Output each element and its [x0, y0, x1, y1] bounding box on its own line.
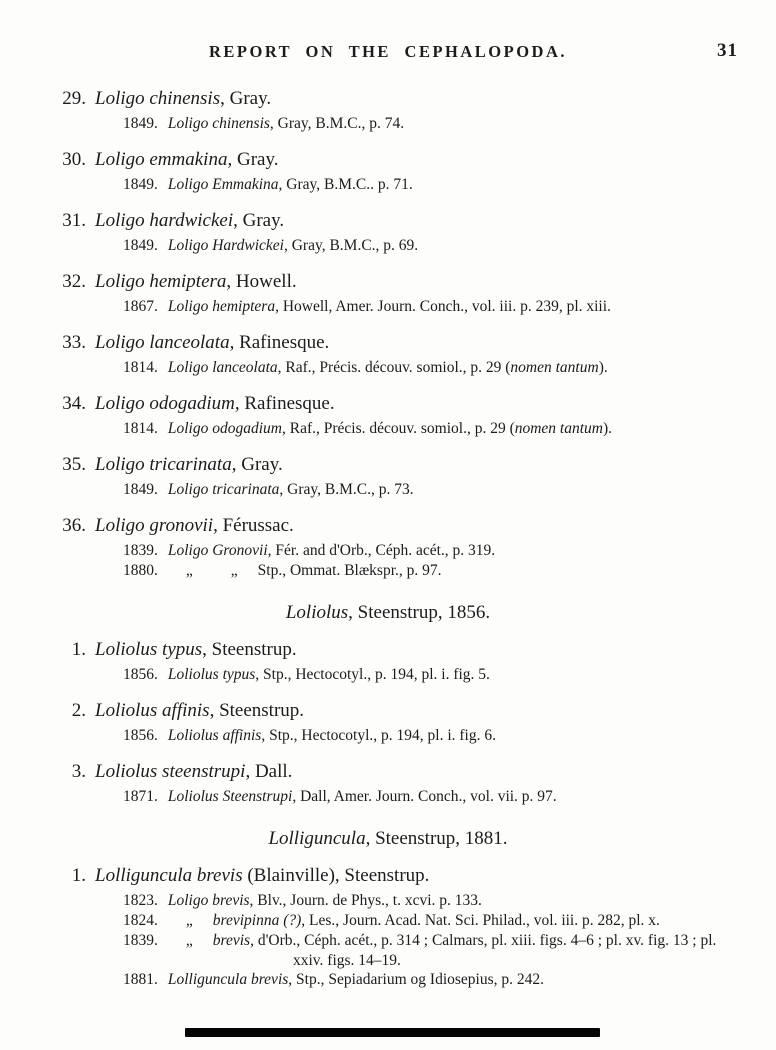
entry-number: 34. [62, 393, 86, 414]
species-entry [0, 637, 776, 685]
citation-year: 1814. [123, 359, 158, 376]
species-entry [0, 452, 776, 500]
citation-line [0, 665, 776, 685]
species-name: Loligo gronovii [95, 515, 214, 536]
species-entry-heading [0, 637, 776, 662]
entry-number: 1. [71, 639, 86, 660]
citation-text: , d'Orb., Céph. acét., p. 314 ; Calmars, pl. xiii. figs. 4–6 ; pl. xv. fig. 13 ; pl. [250, 932, 717, 949]
citation-text: , Les., Journ. Acad. Nat. Sci. Philad., vol. iii. p. 282, pl. x. [301, 912, 660, 929]
citation-text: Loligo Hardwickei [167, 237, 284, 254]
citation-year: 1871. [123, 788, 158, 805]
genus-name: Loliolus [285, 602, 349, 623]
species-entry-heading [0, 391, 776, 416]
species-entry [0, 147, 776, 195]
genus-heading [0, 826, 776, 851]
citation-text: Loligo Gronovii [167, 542, 268, 559]
species-entry [0, 698, 776, 746]
species-author: , Gray. [220, 88, 272, 109]
citation-text: Loliolus typus [167, 666, 256, 683]
citation-text: nomen tantum [514, 420, 603, 437]
citation-text: , Gray, B.M.C.. p. 71. [278, 176, 413, 193]
species-author: (Blainville), Steenstrup. [242, 865, 430, 886]
scan-artifact-bar [185, 1028, 600, 1037]
species-author: , Gray. [231, 454, 283, 475]
species-author: , Steenstrup. [202, 639, 297, 660]
species-name: Lolliguncula brevis [95, 865, 243, 886]
citation-text: Loligo odogadium [167, 420, 282, 437]
citation-year: 1839. [123, 932, 158, 949]
citation-text: , Dall, Amer. Journ. Conch., vol. vii. p. 97. [292, 788, 557, 805]
entry-number: 2. [71, 700, 86, 721]
citation-text: Loligo brevis [167, 892, 250, 909]
species-author: , Steenstrup. [209, 700, 305, 721]
entry-number: 31. [62, 210, 86, 231]
species-author: , Gray. [233, 210, 285, 231]
citation-line [0, 419, 776, 439]
species-entry-heading [0, 452, 776, 477]
citation-year: 1881. [123, 971, 158, 988]
citation-line [0, 236, 776, 256]
entry-number: 29. [62, 88, 86, 109]
entry-number: 33. [62, 332, 86, 353]
ditto-mark: „ [185, 912, 193, 929]
citation-text: ). [603, 420, 613, 437]
species-name: Loliolus affinis [95, 700, 210, 721]
citation-text: Loligo chinensis [167, 115, 270, 132]
citation-year: 1867. [123, 298, 158, 315]
citation-text: , Stp., Hectocotyl., p. 194, pl. i. fig. 5. [255, 666, 490, 683]
citation-text: , Stp., Sepiadarium og Idiosepius, p. 242. [288, 971, 545, 988]
species-name: Loligo lanceolata [95, 332, 230, 353]
species-author: , Howell. [226, 271, 297, 292]
citation-line [0, 561, 776, 581]
species-entry-heading [0, 86, 776, 111]
citation-line [0, 911, 776, 931]
species-name: Loligo hemiptera [95, 271, 227, 292]
ditto-mark: „ [185, 932, 193, 949]
species-name: Loliolus steenstrupi [95, 761, 246, 782]
citation-text: Loligo tricarinata [167, 481, 280, 498]
species-name: Loliolus typus [95, 639, 203, 660]
citation-line [0, 541, 776, 561]
species-author: , Rafinesque. [229, 332, 330, 353]
citation-text: Loligo hemiptera [167, 298, 276, 315]
species-entry-heading [0, 147, 776, 172]
entry-number: 32. [62, 271, 86, 292]
citation-line [0, 787, 776, 807]
species-entry [0, 513, 776, 581]
species-entry [0, 86, 776, 134]
citation-text: Loligo Emmakina [167, 176, 279, 193]
citation-line [0, 297, 776, 317]
species-entry [0, 863, 776, 990]
citation-text: ). [598, 359, 608, 376]
citation-text: Loligo lanceolata [167, 359, 278, 376]
entry-number: 35. [62, 454, 86, 475]
citation-text: nomen tantum [510, 359, 599, 376]
entry-number: 36. [62, 515, 86, 536]
citation-year: 1856. [123, 666, 158, 683]
species-name: Loligo hardwickei [95, 210, 234, 231]
genus-name: Lolliguncula [268, 828, 366, 849]
citation-text: Loliolus Steenstrupi [167, 788, 293, 805]
species-entry-heading [0, 208, 776, 233]
species-author: , Rafinesque. [234, 393, 335, 414]
citation-line [0, 358, 776, 378]
citation-line [0, 726, 776, 746]
citation-year: 1839. [123, 542, 158, 559]
citation-year: 1824. [123, 912, 158, 929]
species-entry-heading [0, 513, 776, 538]
citation-line [0, 114, 776, 134]
ditto-mark: „ [230, 562, 238, 579]
citation-text: brevipinna (?) [212, 912, 302, 929]
species-list [0, 86, 776, 990]
citation-line [0, 175, 776, 195]
species-name: Loligo emmakina [95, 149, 228, 170]
species-entry-heading [0, 269, 776, 294]
citation-year: 1849. [123, 115, 158, 132]
running-head-title: REPORT ON THE CEPHALOPODA. [208, 42, 567, 61]
species-author: , Gray. [227, 149, 279, 170]
citation-year: 1823. [123, 892, 158, 909]
species-entry [0, 759, 776, 807]
entry-number: 30. [62, 149, 86, 170]
citation-text: Stp., Ommat. Blækspr., p. 97. [257, 562, 442, 579]
species-entry [0, 208, 776, 256]
species-entry [0, 269, 776, 317]
species-entry-heading [0, 698, 776, 723]
citation-line [0, 480, 776, 500]
citation-year: 1880. [123, 562, 158, 579]
citation-text: , Howell, Amer. Journ. Conch., vol. iii. p. 239, pl. xiii. [275, 298, 611, 315]
citation-text: , Gray, B.M.C., p. 73. [279, 481, 414, 498]
species-entry [0, 391, 776, 439]
species-section [0, 826, 776, 990]
species-author: , Férussac. [213, 515, 294, 536]
citation-continuation: xxiv. figs. 14–19. [293, 952, 401, 969]
citation-text: , Raf., Précis. découv. somiol., p. 29 ( [281, 420, 515, 437]
species-name: Loligo chinensis [95, 88, 221, 109]
species-name: Loligo tricarinata [95, 454, 232, 475]
citation-text: brevis [212, 932, 251, 949]
citation-year: 1856. [123, 727, 158, 744]
species-section [0, 600, 776, 807]
genus-heading-rest: , Steenstrup, 1856. [348, 602, 491, 623]
citation-text: Loliolus affinis [167, 727, 262, 744]
species-section [0, 86, 776, 581]
citation-year: 1849. [123, 176, 158, 193]
species-entry-heading [0, 330, 776, 355]
citation-line [0, 970, 776, 990]
genus-heading-rest: , Steenstrup, 1881. [365, 828, 508, 849]
citation-line [0, 931, 776, 951]
citation-text: , Fér. and d'Orb., Céph. acét., p. 319. [267, 542, 496, 559]
citation-text: , Stp., Hectocotyl., p. 194, pl. i. fig. 6. [261, 727, 496, 744]
species-author: , Dall. [245, 761, 293, 782]
citation-text: , Gray, B.M.C., p. 69. [283, 237, 419, 254]
citation-text: Lolliguncula brevis [167, 971, 289, 988]
species-name: Loligo odogadium [95, 393, 235, 414]
genus-heading [0, 600, 776, 625]
citation-year: 1849. [123, 481, 158, 498]
entry-number: 1. [71, 865, 86, 886]
ditto-mark: „ [185, 562, 193, 579]
citation-line [0, 891, 776, 911]
citation-year: 1814. [123, 420, 158, 437]
citation-text: , Blv., Journ. de Phys., t. xcvi. p. 133. [249, 892, 482, 909]
species-entry [0, 330, 776, 378]
citation-year: 1849. [123, 237, 158, 254]
citation-text: , Gray, B.M.C., p. 74. [269, 115, 405, 132]
entry-number: 3. [71, 761, 86, 782]
citation-text: , Raf., Précis. découv. somiol., p. 29 ( [277, 359, 511, 376]
species-entry-heading [0, 759, 776, 784]
species-entry-heading [0, 863, 776, 888]
page-number: 31 [717, 40, 738, 61]
